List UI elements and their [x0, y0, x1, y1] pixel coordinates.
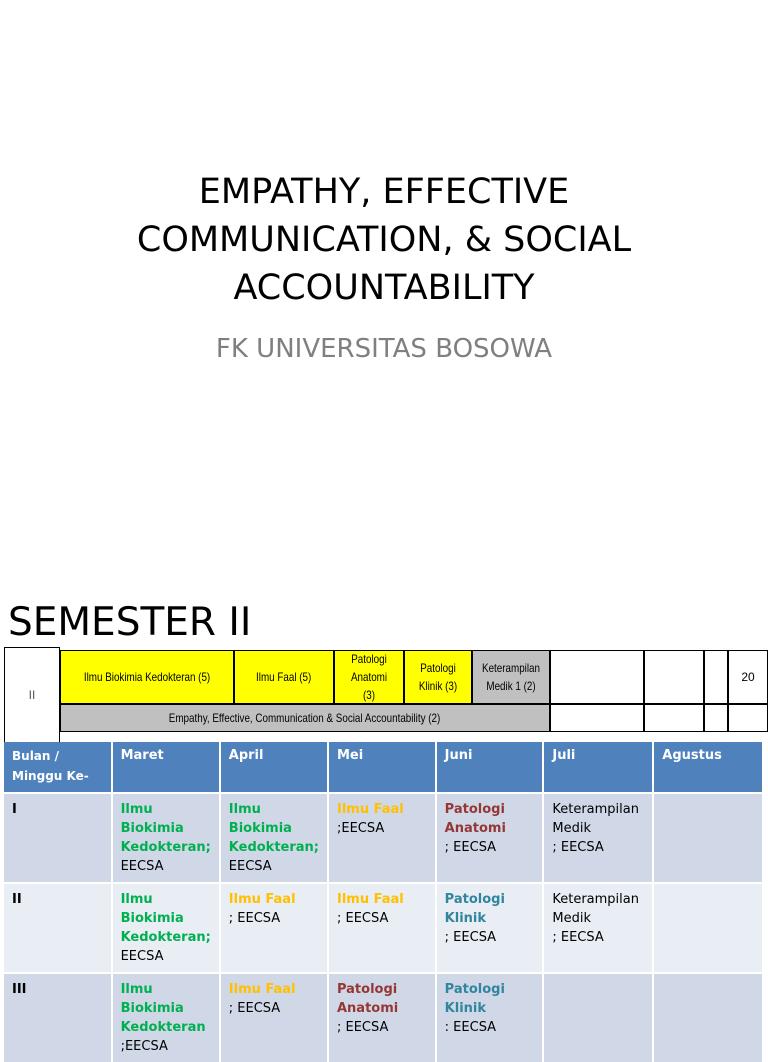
table-row	[4, 973, 763, 1062]
schedule-cell	[328, 793, 436, 883]
slide-subtitle: FK UNIVERSITAS BOSOWA	[215, 334, 553, 364]
eecsa-note: : EECSA	[444, 1020, 497, 1035]
eecsa-note: EECSA	[120, 859, 164, 874]
block-name: Keterampilan Medik	[552, 802, 639, 836]
schedule-cell	[543, 883, 653, 973]
eecsa-note: ; EECSA	[552, 930, 604, 945]
block-name: Patologi Klinik	[444, 892, 505, 926]
block-keterampilan-label: Keterampilan Medik 1 (2)	[482, 661, 540, 693]
header-juni: Juni	[436, 742, 544, 793]
total-sks: 20	[741, 670, 755, 684]
schedule-cell	[436, 793, 544, 883]
schedule-cell	[436, 973, 544, 1062]
block-biokimia	[60, 650, 234, 704]
eecsa-note: ; EECSA	[444, 930, 497, 945]
schedule-cell	[220, 793, 328, 883]
block-patologi-anatomi	[334, 650, 404, 704]
block-patologi-anatomi-label: Patologi Anatomi (3)	[350, 652, 388, 702]
schedule-cell	[543, 973, 653, 1062]
empty-cell	[644, 650, 704, 704]
block-name: Keterampilan Medik	[552, 892, 639, 926]
block-patologi-klinik	[404, 650, 472, 704]
slide-title	[40, 168, 728, 312]
schedule-cell	[653, 793, 763, 883]
total-sks-cell	[728, 650, 768, 704]
block-name: Ilmu Faal	[336, 892, 404, 907]
block-name: Ilmu Faal	[228, 892, 296, 907]
schedule-cell	[328, 883, 436, 973]
block-eecsa	[60, 704, 550, 732]
eecsa-note: ; EECSA	[552, 840, 604, 855]
table-header-row	[4, 742, 763, 793]
header-april: April	[220, 742, 328, 793]
week-label: II	[4, 883, 112, 973]
header-maret: Maret	[112, 742, 220, 793]
eecsa-note: ; EECSA	[228, 1001, 281, 1016]
block-faal	[234, 650, 334, 704]
schedule-cell	[112, 973, 220, 1062]
block-name: Ilmu Faal	[336, 802, 404, 817]
schedule-cell	[543, 793, 653, 883]
empty-cell	[704, 704, 728, 732]
eecsa-note: EECSA	[120, 949, 164, 964]
empty-cell	[644, 704, 704, 732]
empty-cell	[550, 650, 644, 704]
schedule-cell	[220, 883, 328, 973]
schedule-cell	[328, 973, 436, 1062]
schedule-cell	[653, 883, 763, 973]
header-agustus: Agustus	[653, 742, 763, 793]
title-line-2: COMMUNICATION, & SOCIAL	[136, 220, 632, 260]
schedule-cell	[436, 883, 544, 973]
empty-cell	[728, 704, 768, 732]
eecsa-note: ;EECSA	[336, 821, 385, 836]
block-name: Patologi Anatomi	[336, 982, 399, 1016]
schedule-table	[4, 742, 764, 1062]
header-juli: Juli	[543, 742, 653, 793]
semester-cell	[4, 647, 60, 743]
schedule-cell	[653, 973, 763, 1062]
empty-cell	[704, 650, 728, 704]
eecsa-note: ; EECSA	[336, 911, 389, 926]
block-patologi-klinik-label: Patologi Klinik (3)	[418, 661, 458, 693]
eecsa-note: ;EECSA	[120, 1039, 168, 1054]
block-name: Ilmu Biokimia Kedokteran;	[120, 802, 211, 855]
title-line-1: EMPATHY, EFFECTIVE	[198, 172, 570, 212]
semester-label: II	[28, 688, 36, 702]
block-name: Ilmu Faal	[228, 982, 296, 997]
block-name: Ilmu Biokimia Kedokteran;	[120, 892, 211, 945]
schedule-cell	[112, 883, 220, 973]
block-keterampilan	[472, 650, 550, 704]
block-name: Ilmu Biokimia Kedokteran	[120, 982, 206, 1035]
header-bulan-minggu: Bulan / Minggu Ke-	[4, 742, 112, 793]
block-faal-label: Ilmu Faal (5)	[256, 670, 312, 684]
title-line-3: ACCOUNTABILITY	[233, 268, 535, 308]
block-biokimia-label: Ilmu Biokimia Kedokteran (5)	[83, 670, 211, 684]
week-label: I	[4, 793, 112, 883]
eecsa-note: ; EECSA	[228, 911, 281, 926]
header-mei: Mei	[328, 742, 436, 793]
block-eecsa-label: Empathy, Effective, Communication & Social Accountability (2)	[169, 711, 441, 725]
table-row	[4, 793, 763, 883]
table-row	[4, 883, 763, 973]
curriculum-snippet	[4, 647, 768, 743]
block-name: Ilmu Biokimia Kedokteran;	[228, 802, 319, 855]
schedule-cell	[220, 973, 328, 1062]
semester-title: SEMESTER II	[8, 600, 252, 645]
eecsa-note: ; EECSA	[336, 1020, 389, 1035]
empty-cell	[550, 704, 644, 732]
eecsa-note: EECSA	[228, 859, 272, 874]
eecsa-note: ; EECSA	[444, 840, 497, 855]
schedule-cell	[112, 793, 220, 883]
block-name: Patologi Klinik	[444, 982, 505, 1016]
week-label: III	[4, 973, 112, 1062]
block-name: Patologi Anatomi	[444, 802, 506, 836]
